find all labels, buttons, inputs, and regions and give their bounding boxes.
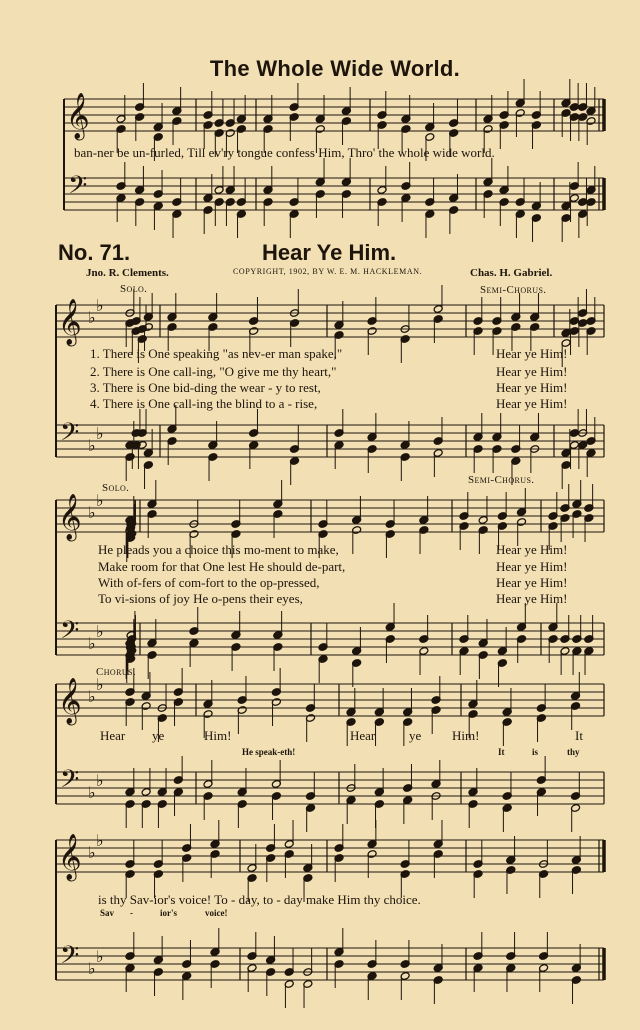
- refrain-4: Hear ye Him!: [496, 591, 568, 606]
- flat-icon: ♭: [88, 959, 96, 978]
- composer-credit: Chas. H. Gabriel.: [470, 267, 553, 279]
- chorus-bass-word: It: [498, 747, 505, 757]
- flat-icon: ♭: [96, 296, 104, 315]
- chorus-bass-word: voice!: [205, 908, 228, 918]
- chorus-bass-word: thy: [567, 747, 580, 757]
- chorus-bass-word: -: [130, 908, 133, 918]
- refrain-4: Hear ye Him!: [496, 396, 568, 411]
- verse-4-line-1: [90, 396, 317, 412]
- flat-icon: ♭: [96, 424, 104, 443]
- verse-number: 2.: [90, 364, 100, 379]
- flat-icon: ♭: [88, 634, 96, 653]
- chorus-word: Hear: [350, 728, 376, 743]
- chorus-word: Him!: [204, 728, 232, 743]
- chorus-word: Hear: [100, 728, 126, 743]
- hymn-number: No. 71.: [58, 240, 131, 265]
- semi-chorus-mark: Semi-Chorus.: [480, 284, 547, 296]
- treble-clef-icon: 𝄞: [58, 834, 82, 880]
- refrain-1: Hear ye Him!: [496, 542, 568, 557]
- verse-2-line-1: [90, 364, 336, 380]
- chorus-word: Him!: [452, 728, 480, 743]
- treble-clef-icon: 𝄞: [58, 678, 82, 724]
- chorus-word: ye: [409, 728, 422, 743]
- bass-clef-icon: 𝄢: [60, 616, 80, 651]
- flat-icon: ♭: [96, 675, 104, 694]
- verse-text: There is One speaking "as nev-er man spake,": [102, 346, 343, 361]
- refrain-2: Hear ye Him!: [496, 364, 568, 379]
- chorus-mark: Chorus.: [96, 666, 137, 678]
- author-credit: Jno. R. Clements.: [86, 267, 169, 279]
- top-hymn-title: The Whole Wide World.: [209, 56, 461, 81]
- flat-icon: ♭: [96, 622, 104, 641]
- treble-clef-icon: 𝄞: [66, 93, 90, 139]
- chorus-bass-word: is: [532, 747, 539, 757]
- verse-text: There is One bid-ding the wear - y to rest,: [102, 380, 321, 395]
- semi-chorus-mark: Semi-Chorus.: [468, 474, 535, 486]
- flat-icon: ♭: [96, 831, 104, 850]
- flat-icon: ♭: [88, 308, 96, 327]
- verse-text: There is One call-ing, "O give me thy heart,": [102, 364, 337, 379]
- bass-clef-icon: 𝄢: [60, 765, 80, 800]
- refrain-1: Hear ye Him!: [496, 346, 568, 361]
- verse-3-line-1: [90, 380, 321, 396]
- treble-clef-icon: 𝄞: [58, 299, 82, 345]
- copyright-notice: COPYRIGHT, 1902, BY W. E. M. HACKLEMAN.: [233, 267, 423, 276]
- bass-clef-icon: 𝄢: [60, 418, 80, 453]
- chorus-bass-word: ior's: [160, 908, 177, 918]
- flat-icon: ♭: [96, 491, 104, 510]
- verse-2-line-2: Make room for that One lest He should de-part,: [98, 559, 346, 574]
- verse-number: 4.: [90, 396, 100, 411]
- refrain-3: Hear ye Him!: [496, 575, 568, 590]
- flat-icon: ♭: [96, 771, 104, 790]
- verse-number: 1.: [90, 346, 100, 361]
- flat-icon: ♭: [88, 503, 96, 522]
- chorus-bass-word: He speak-eth!: [242, 747, 296, 757]
- flat-icon: ♭: [88, 843, 96, 862]
- chorus-word: It: [575, 728, 583, 743]
- solo-mark: Solo.: [102, 482, 130, 494]
- treble-clef-icon: 𝄞: [58, 494, 82, 540]
- verse-1-line-2: He pleads you a choice this mo-ment to make,: [98, 542, 339, 557]
- chorus-word: ye: [152, 728, 165, 743]
- verse-1-line-1: [90, 346, 342, 362]
- hymn-title: Hear Ye Him.: [262, 240, 397, 265]
- refrain-2: Hear ye Him!: [496, 559, 568, 574]
- bass-clef-icon: 𝄢: [60, 941, 80, 976]
- flat-icon: ♭: [96, 947, 104, 966]
- bass-clef-icon: 𝄢: [68, 171, 88, 206]
- verse-number: 3.: [90, 380, 100, 395]
- verse-3-line-2: With of-fers of com-fort to the op-pressed,: [98, 575, 320, 590]
- solo-mark: Solo.: [120, 283, 148, 295]
- flat-icon: ♭: [88, 783, 96, 802]
- flat-icon: ♭: [88, 436, 96, 455]
- verse-4-line-2: To vi-sions of joy He o-pens their eyes,: [98, 591, 303, 606]
- refrain-3: Hear ye Him!: [496, 380, 568, 395]
- top-hymn-lyric: ban-ner be un-furled, Till ev'ry tongue confess Him, Thro' the whole wide world.: [74, 145, 495, 160]
- chorus-bass-word: Sav: [100, 908, 115, 918]
- chorus-line-2: is thy Sav-ior's voice! To - day, to - day make Him thy choice.: [98, 892, 421, 907]
- flat-icon: ♭: [88, 687, 96, 706]
- verse-text: There is One call-ing the blind to a - rise,: [102, 396, 318, 411]
